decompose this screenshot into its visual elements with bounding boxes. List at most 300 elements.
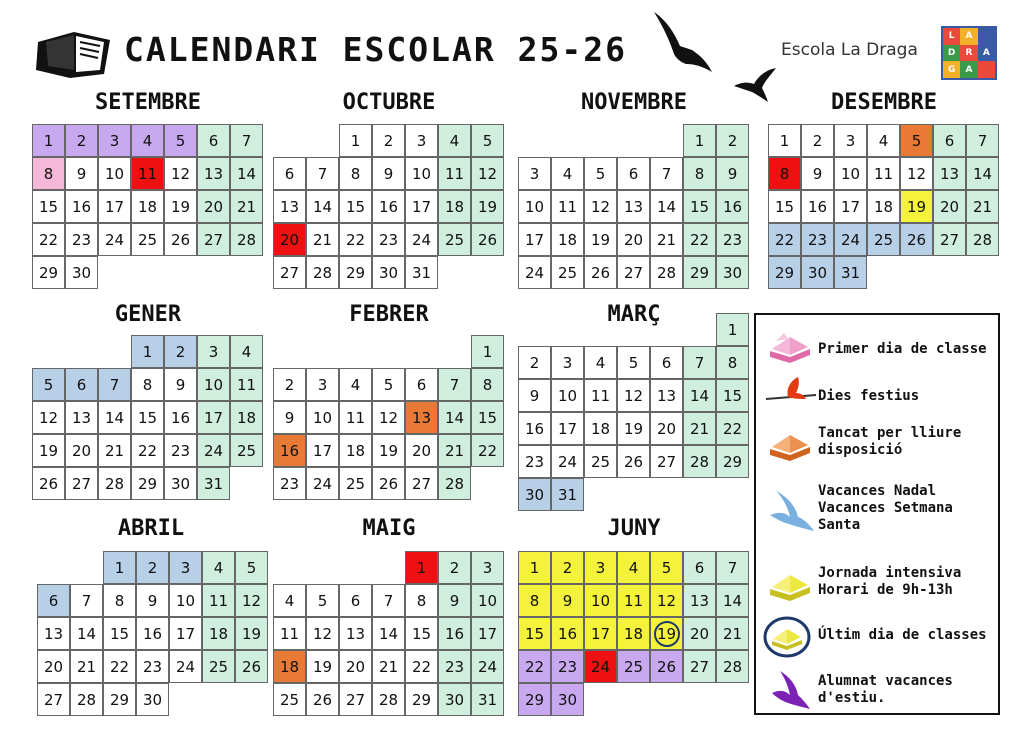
day-cell: 6 [650,346,683,379]
day-cell: 10 [306,401,339,434]
day-cell: 17 [834,190,867,223]
day-cell: 9 [438,584,471,617]
day-cell: 1 [518,551,551,584]
day-cell: 2 [164,335,197,368]
school-logo [941,26,997,80]
day-cell: 8 [32,157,65,190]
flying-bird-icon [732,66,778,108]
day-cell: 12 [164,157,197,190]
day-cell: 7 [98,368,131,401]
day-cell: 14 [230,157,263,190]
day-cell: 22 [131,434,164,467]
legend-item [756,561,1002,607]
day-cell: 29 [716,445,749,478]
day-cell: 14 [683,379,716,412]
day-cell: 26 [617,445,650,478]
day-cell: 28 [372,683,405,716]
day-cell: 18 [339,434,372,467]
day-cell: 14 [650,190,683,223]
day-cell: 28 [306,256,339,289]
day-cell: 1 [103,551,136,584]
day-cell: 21 [683,412,716,445]
day-cell: 5 [164,124,197,157]
day-cell: 31 [197,467,230,500]
day-cell: 2 [551,551,584,584]
day-cell: 21 [70,650,103,683]
day-cell: 23 [136,650,169,683]
day-cell: 25 [273,683,306,716]
day-cell: 15 [471,401,504,434]
day-cell: 17 [169,617,202,650]
day-cell: 3 [584,551,617,584]
logo-letter [978,61,995,78]
legend-label: Jornada intensiva Horari de 9h-13h [818,565,962,598]
day-cell: 31 [405,256,438,289]
day-cell: 21 [716,617,749,650]
day-cell: 29 [339,256,372,289]
month-name: MAIG [362,516,416,541]
day-cell: 9 [65,157,98,190]
day-cell: 24 [98,223,131,256]
day-cell: 15 [683,190,716,223]
day-cell: 29 [103,683,136,716]
day-cell: 13 [617,190,650,223]
day-cell: 2 [438,551,471,584]
day-cell: 8 [405,584,438,617]
day-cell: 30 [716,256,749,289]
day-cell: 7 [438,368,471,401]
day-cell: 4 [202,551,235,584]
day-cell: 7 [650,157,683,190]
day-cell: 30 [65,256,98,289]
month-name: GENER [114,302,182,327]
day-cell: 23 [551,650,584,683]
day-cell: 12 [650,584,683,617]
day-cell: 18 [131,190,164,223]
day-cell: 29 [32,256,65,289]
day-cell: 20 [933,190,966,223]
legend-label: Alumnat vacances d'estiu. [818,673,953,706]
legend-item [756,325,1002,371]
day-cell: 19 [235,617,268,650]
legend-item [756,667,1002,713]
logo-letter: A [960,61,977,78]
day-cell: 31 [551,478,584,511]
day-cell: 16 [164,401,197,434]
day-cell: 4 [273,584,306,617]
day-cell: 17 [551,412,584,445]
day-cell: 18 [230,401,263,434]
day-cell: 21 [230,190,263,223]
day-cell: 24 [551,445,584,478]
day-cell: 28 [966,223,999,256]
day-cell: 21 [372,650,405,683]
day-cell: 3 [834,124,867,157]
day-cell: 2 [65,124,98,157]
day-cell: 25 [584,445,617,478]
day-cell: 17 [306,434,339,467]
day-cell: 20 [650,412,683,445]
day-cell: 2 [372,124,405,157]
day-cell: 8 [768,157,801,190]
day-cell: 22 [405,650,438,683]
day-cell: 14 [716,584,749,617]
day-cell: 16 [438,617,471,650]
day-cell: 3 [169,551,202,584]
day-cell: 12 [372,401,405,434]
day-cell: 26 [372,467,405,500]
day-cell: 6 [617,157,650,190]
day-cell: 16 [551,617,584,650]
day-cell: 19 [306,650,339,683]
day-cell: 9 [164,368,197,401]
day-cell: 14 [372,617,405,650]
month-name: SETEMBRE [95,90,201,115]
day-cell: 6 [273,157,306,190]
day-cell: 23 [273,467,306,500]
day-cell: 2 [273,368,306,401]
day-cell: 19 [584,223,617,256]
legend-label: Últim dia de classes [818,627,987,643]
day-cell: 6 [37,584,70,617]
day-cell: 11 [551,190,584,223]
month-name: DESEMBRE [831,90,937,115]
day-cell: 17 [471,617,504,650]
day-cell: 4 [131,124,164,157]
day-cell: 22 [471,434,504,467]
logo-letter: A [978,45,995,62]
day-cell: 2 [716,124,749,157]
day-cell: 1 [716,313,749,346]
month-name: ABRIL [117,516,185,541]
day-cell: 26 [650,650,683,683]
day-cell: 1 [683,124,716,157]
day-cell: 12 [32,401,65,434]
day-cell: 13 [683,584,716,617]
month-name: OCTUBRE [342,90,436,115]
day-cell: 30 [518,478,551,511]
day-cell: 29 [518,683,551,716]
day-cell: 5 [650,551,683,584]
day-cell: 19 [164,190,197,223]
day-cell: 24 [834,223,867,256]
day-cell: 5 [235,551,268,584]
day-cell: 7 [716,551,749,584]
blue-bird-icon [766,489,816,529]
circled-yellow-book-icon [762,615,814,659]
day-cell: 8 [339,157,372,190]
day-cell: 16 [372,190,405,223]
day-cell: 15 [716,379,749,412]
day-cell: 5 [584,157,617,190]
orange-book-icon [766,427,816,467]
day-cell: 11 [867,157,900,190]
day-cell: 11 [230,368,263,401]
day-cell: 11 [617,584,650,617]
day-cell: 6 [65,368,98,401]
page-title: CALENDARI ESCOLAR 25-26 [124,30,627,69]
day-cell: 16 [273,434,306,467]
day-cell: 3 [98,124,131,157]
day-cell: 3 [518,157,551,190]
day-cell: 24 [306,467,339,500]
day-cell: 28 [98,467,131,500]
day-cell: 8 [471,368,504,401]
day-cell: 22 [32,223,65,256]
day-cell: 21 [306,223,339,256]
flying-bird-icon [652,10,714,84]
day-cell: 1 [339,124,372,157]
day-cell: 14 [306,190,339,223]
legend-box [754,313,1000,715]
day-cell: 11 [339,401,372,434]
day-cell: 13 [405,401,438,434]
legend-label: Vacances Nadal Vacances Setmana Santa [818,483,953,533]
day-cell: 11 [438,157,471,190]
logo-letter: R [960,45,977,62]
day-cell: 22 [683,223,716,256]
day-cell: 19 [32,434,65,467]
day-cell: 26 [584,256,617,289]
day-cell: 31 [471,683,504,716]
day-cell: 5 [617,346,650,379]
day-cell: 13 [933,157,966,190]
day-cell: 12 [235,584,268,617]
day-cell: 25 [230,434,263,467]
day-cell: 27 [273,256,306,289]
day-cell: 15 [339,190,372,223]
day-cell: 27 [37,683,70,716]
day-cell: 15 [131,401,164,434]
day-cell: 17 [405,190,438,223]
day-cell: 20 [339,650,372,683]
day-cell: 6 [339,584,372,617]
legend-item [756,419,1002,465]
day-cell: 27 [650,445,683,478]
day-cell: 8 [131,368,164,401]
day-cell: 20 [617,223,650,256]
day-cell: 10 [405,157,438,190]
day-cell: 27 [197,223,230,256]
day-cell: 25 [617,650,650,683]
day-cell: 22 [716,412,749,445]
day-cell: 24 [584,650,617,683]
day-cell: 30 [136,683,169,716]
day-cell: 9 [273,401,306,434]
day-cell: 17 [518,223,551,256]
day-cell: 6 [933,124,966,157]
day-cell: 2 [136,551,169,584]
purple-bird-icon [766,669,816,709]
day-cell: 7 [230,124,263,157]
day-cell: 19 [900,190,933,223]
day-cell: 23 [801,223,834,256]
day-cell: 26 [306,683,339,716]
day-cell: 6 [683,551,716,584]
day-cell: 21 [966,190,999,223]
red-bird-icon [766,373,816,413]
day-cell: 21 [650,223,683,256]
day-cell: 7 [372,584,405,617]
last-day-circle: 19 [654,621,680,647]
day-cell: 5 [32,368,65,401]
day-cell: 20 [65,434,98,467]
month-name: JUNY [607,516,661,541]
day-cell: 29 [768,256,801,289]
day-cell: 4 [230,335,263,368]
day-cell: 18 [584,412,617,445]
day-cell: 13 [273,190,306,223]
day-cell [650,617,683,650]
day-cell: 3 [405,124,438,157]
day-cell: 1 [405,551,438,584]
day-cell: 7 [966,124,999,157]
day-cell: 12 [900,157,933,190]
day-cell: 27 [933,223,966,256]
day-cell: 27 [683,650,716,683]
day-cell: 3 [551,346,584,379]
day-cell: 9 [136,584,169,617]
day-cell: 9 [716,157,749,190]
pink-book-icon [766,329,816,369]
day-cell: 25 [339,467,372,500]
day-cell: 11 [584,379,617,412]
day-cell: 8 [103,584,136,617]
legend-label: Primer dia de classe [818,341,987,357]
school-name: Escola La Draga [781,40,918,60]
day-cell: 17 [197,401,230,434]
book-icon [34,26,114,84]
day-cell: 9 [551,584,584,617]
day-cell: 10 [834,157,867,190]
legend-item [756,481,1002,541]
day-cell: 30 [164,467,197,500]
month-name: NOVEMBRE [581,90,687,115]
day-cell: 10 [584,584,617,617]
day-cell: 27 [617,256,650,289]
logo-letter: G [943,61,960,78]
day-cell: 10 [169,584,202,617]
day-cell: 25 [131,223,164,256]
day-cell: 25 [867,223,900,256]
day-cell: 22 [518,650,551,683]
legend-item [756,615,1002,661]
day-cell: 3 [306,368,339,401]
day-cell: 18 [202,617,235,650]
day-cell: 6 [197,124,230,157]
month-name: MARÇ [607,302,661,327]
day-cell: 24 [169,650,202,683]
day-cell: 25 [202,650,235,683]
day-cell: 22 [339,223,372,256]
day-cell: 24 [197,434,230,467]
day-cell: 14 [70,617,103,650]
day-cell: 18 [551,223,584,256]
day-cell: 10 [471,584,504,617]
day-cell: 29 [131,467,164,500]
day-cell: 20 [683,617,716,650]
logo-letter: L [943,28,960,45]
day-cell: 20 [273,223,306,256]
day-cell: 26 [471,223,504,256]
day-cell: 19 [372,434,405,467]
day-cell: 18 [617,617,650,650]
day-cell: 24 [518,256,551,289]
day-cell: 27 [405,467,438,500]
day-cell: 4 [339,368,372,401]
day-cell: 4 [617,551,650,584]
day-cell: 13 [197,157,230,190]
day-cell: 26 [235,650,268,683]
yellow-book-icon [766,567,816,607]
day-cell: 28 [438,467,471,500]
day-cell: 15 [405,617,438,650]
day-cell: 1 [131,335,164,368]
day-cell: 10 [551,379,584,412]
day-cell: 1 [768,124,801,157]
day-cell: 26 [164,223,197,256]
day-cell: 13 [339,617,372,650]
day-cell: 8 [518,584,551,617]
day-cell: 15 [32,190,65,223]
day-cell: 16 [518,412,551,445]
day-cell: 29 [405,683,438,716]
day-cell: 22 [103,650,136,683]
day-cell: 12 [471,157,504,190]
day-cell: 4 [551,157,584,190]
day-cell: 23 [518,445,551,478]
logo-letter: D [943,45,960,62]
day-cell: 31 [834,256,867,289]
day-cell: 12 [306,617,339,650]
day-cell: 3 [197,335,230,368]
day-cell: 23 [65,223,98,256]
day-cell: 25 [551,256,584,289]
day-cell: 2 [801,124,834,157]
day-cell: 4 [438,124,471,157]
day-cell: 1 [471,335,504,368]
day-cell: 13 [650,379,683,412]
day-cell: 16 [65,190,98,223]
day-cell: 25 [438,223,471,256]
day-cell: 3 [471,551,504,584]
day-cell: 29 [683,256,716,289]
legend-label: Tancat per lliure disposició [818,425,962,458]
day-cell: 23 [438,650,471,683]
day-cell: 17 [584,617,617,650]
day-cell: 21 [438,434,471,467]
day-cell: 21 [98,434,131,467]
day-cell: 2 [518,346,551,379]
day-cell: 20 [405,434,438,467]
day-cell: 28 [650,256,683,289]
month-name: FEBRER [349,302,429,327]
logo-letter: A [960,28,977,45]
day-cell: 22 [768,223,801,256]
day-cell: 27 [65,467,98,500]
day-cell: 7 [306,157,339,190]
day-cell: 30 [438,683,471,716]
day-cell: 30 [551,683,584,716]
day-cell: 8 [683,157,716,190]
day-cell: 17 [98,190,131,223]
day-cell: 19 [617,412,650,445]
day-cell: 23 [716,223,749,256]
day-cell: 24 [405,223,438,256]
day-cell: 5 [471,124,504,157]
day-cell: 26 [900,223,933,256]
day-cell: 12 [584,190,617,223]
